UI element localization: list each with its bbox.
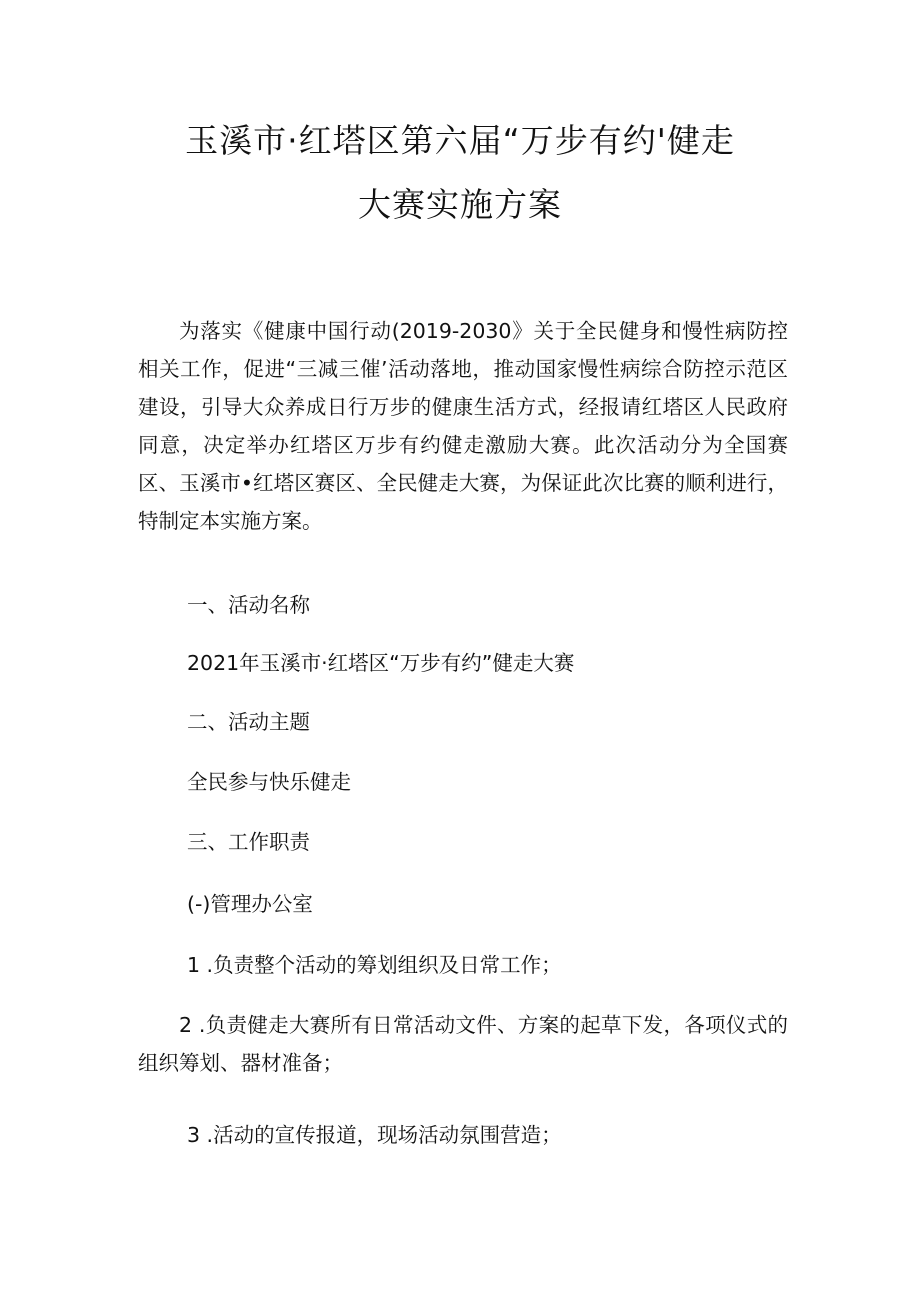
section-heading-activity-name: 一、活动名称	[187, 593, 310, 617]
list-item: 2 .负责健走大赛所有日常活动文件、方案的起草下发，各项仪式的组织筹划、器材准备；	[138, 1013, 788, 1075]
document-title-line-2: 大赛实施方案	[358, 185, 562, 224]
section-heading-responsibilities: 三、工作职责	[187, 830, 310, 854]
section-heading-activity-theme: 二、活动主题	[187, 710, 310, 734]
intro-paragraph: 为落实《健康中国行动(2019-2030》关于全民健身和慢性病防控相关工作，促进“三减三催’活动落地，推动国家慢性病综合防控示范区建设，引导大众养成日行万步的健康生活方式，经报请红塔区人民政府同意，决定举办红塔区万步有约健走激励大赛。此次活动分为全国赛区、玉溪市•红塔区赛区、全民健走大赛，为保证此次比赛的顺利进行，特制定本实施方案。	[138, 319, 788, 533]
activity-theme-text: 全民参与快乐健走	[187, 770, 351, 794]
document-title-line-1: 玉溪市·红塔区第六届“万步有约'健走	[185, 121, 735, 160]
activity-name-text: 2021年玉溪市·红塔区“万步有约”健走大赛	[187, 651, 575, 675]
subsection-heading-management-office: (-)管理办公室	[187, 892, 313, 916]
list-item: 1 .负责整个活动的筹划组织及日常工作；	[187, 953, 562, 977]
list-item: 3 .活动的宣传报道，现场活动氛围营造；	[187, 1123, 562, 1147]
